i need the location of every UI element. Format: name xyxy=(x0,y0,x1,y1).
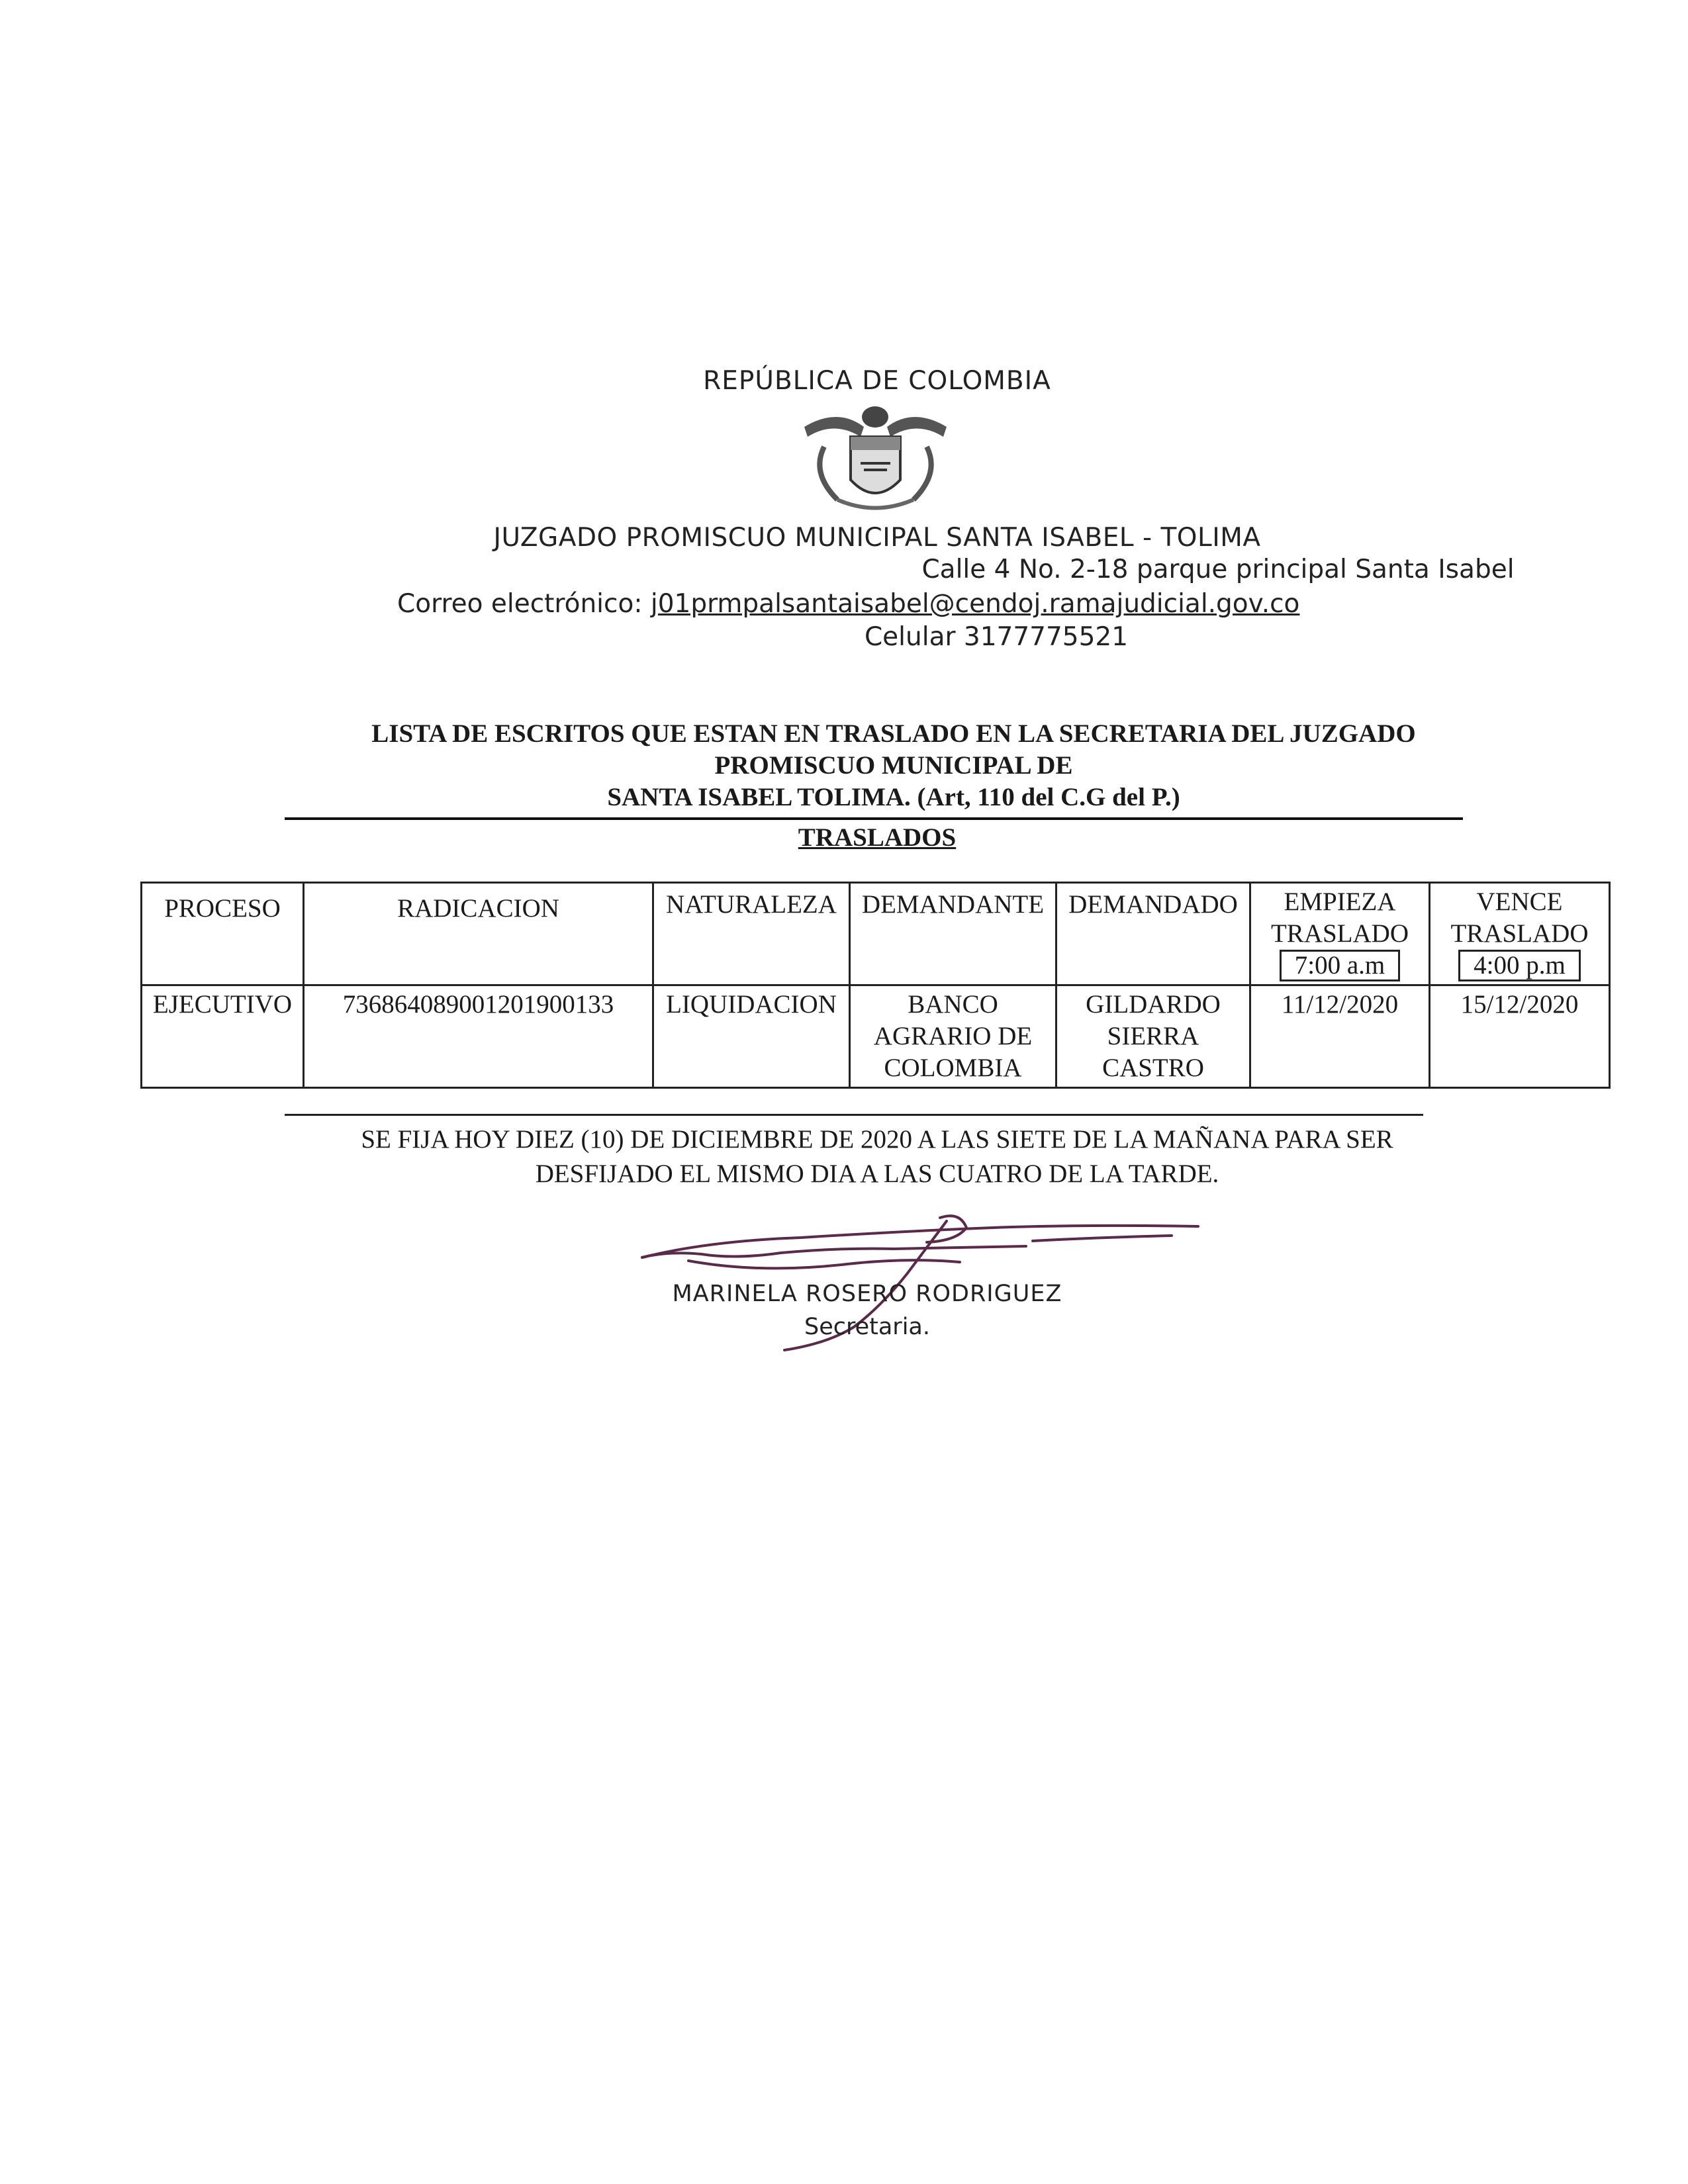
header-demandado: DEMANDADO xyxy=(1056,883,1250,985)
email-link[interactable]: j01prmpalsantaisabel@cendoj.ramajudicial.gov.co xyxy=(650,589,1300,619)
table-row xyxy=(142,985,1610,1088)
header-demandante: DEMANDANTE xyxy=(850,883,1056,985)
demandante-line-3: COLOMBIA xyxy=(884,1054,1022,1082)
notice-line-2: DESFIJADO EL MISMO DIA A LAS CUATRO DE LA TARDE. xyxy=(535,1160,1219,1188)
email-line xyxy=(397,589,1299,619)
traslados-table xyxy=(140,882,1611,1089)
vence-label-1: VENCE xyxy=(1476,887,1563,916)
header-proceso: PROCESO xyxy=(142,883,304,985)
title-line-2: PROMISCUO MUNICIPAL DE xyxy=(714,751,1073,780)
phone-line: Celular 3177775521 xyxy=(864,622,1129,652)
title-line-3: SANTA ISABEL TOLIMA. (Art, 110 del C.G del P.) xyxy=(607,783,1180,811)
cell-radicacion: 73686408900120190013​3 xyxy=(304,985,653,1088)
table-header-row xyxy=(142,883,1610,985)
empieza-time: 7:00 a.m xyxy=(1280,950,1400,981)
notice-line-1: SE FIJA HOY DIEZ (10) DE DICIEMBRE DE 2020 A LAS SIETE DE LA MAÑANA PARA SER xyxy=(361,1125,1393,1154)
cell-demandado xyxy=(1056,985,1250,1088)
demandante-line-1: BANCO xyxy=(908,990,998,1019)
cell-empieza: 11/12/2020 xyxy=(1250,985,1430,1088)
header-vence-traslado xyxy=(1430,883,1610,985)
empieza-label-2: TRASLADO xyxy=(1270,919,1409,948)
signer-role: Secretaria. xyxy=(804,1314,930,1340)
signer-name: MARINELA ROSERO RODRIGUEZ xyxy=(672,1281,1062,1307)
empieza-label-1: EMPIEZA xyxy=(1284,887,1396,916)
country-heading: REPÚBLICA DE COLOMBIA xyxy=(703,366,1051,396)
demandado-line-2: SIERRA xyxy=(1107,1022,1199,1050)
coat-of-arms-seal xyxy=(798,400,953,516)
cell-vence: 15/12/2020 xyxy=(1430,985,1610,1088)
header-naturaleza: NATURALEZA xyxy=(653,883,850,985)
document-title xyxy=(265,718,1523,813)
cell-naturaleza: LIQUIDACION xyxy=(653,985,850,1088)
court-name: JUZGADO PROMISCUO MUNICIPAL SANTA ISABEL - TOLIMA xyxy=(493,523,1261,553)
email-label: Correo electrónico: xyxy=(397,589,651,619)
header-radicacion: RADICACION xyxy=(304,883,653,985)
title-line-1: LISTA DE ESCRITOS QUE ESTAN EN TRASLADO EN LA SECRETARIA DEL JUZGADO xyxy=(371,719,1416,748)
posting-notice xyxy=(0,1122,1688,1191)
cell-demandante xyxy=(850,985,1056,1088)
notice-divider xyxy=(285,1114,1423,1116)
vence-time: 4:00 p.m xyxy=(1458,950,1581,981)
section-heading: TRASLADOS xyxy=(798,823,957,852)
title-divider xyxy=(285,817,1463,820)
court-address: Calle 4 No. 2-18 parque principal Santa Isabel xyxy=(921,555,1515,584)
demandado-line-1: GILDARDO xyxy=(1086,990,1221,1019)
demandante-line-2: AGRARIO DE xyxy=(873,1022,1033,1050)
demandado-line-3: CASTRO xyxy=(1102,1054,1204,1082)
cell-proceso: EJECUTIVO xyxy=(142,985,304,1088)
header-empieza-traslado xyxy=(1250,883,1430,985)
vence-label-2: TRASLADO xyxy=(1450,919,1589,948)
